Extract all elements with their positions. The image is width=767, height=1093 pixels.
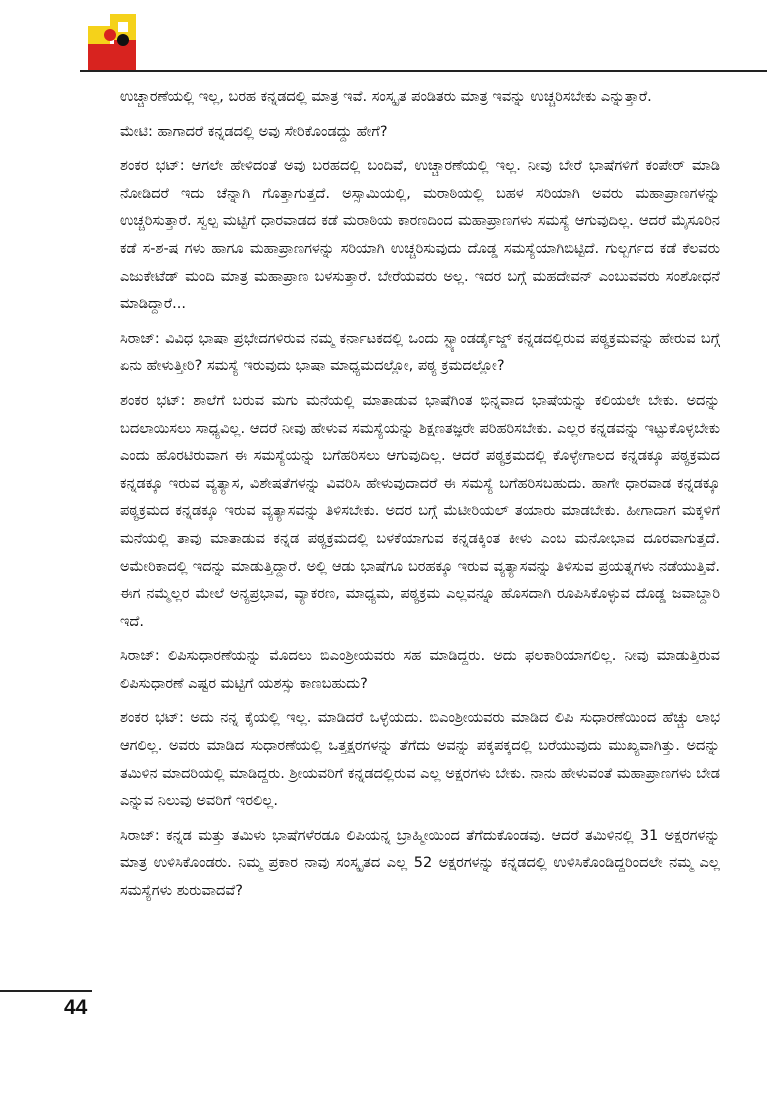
paragraph: ಶಂಕರ ಭಟ್: ಶಾಲೆಗೆ ಬರುವ ಮಗು ಮನೆಯಲ್ಲಿ ಮಾತಾಡುವ ಭಾಷೆಗಿಂತ ಭಿನ್ನವಾದ ಭಾಷೆಯನ್ನು ಕಲಿಯಲೇ ಬೇಕು. ಅದನ್ನು ಬದಲಾಯಿಸಲು ಸಾಧ್ಯವಿಲ್ಲ. ಆದರೆ ನೀವು ಹೇಳುವ ಸಮಸ್ಯೆಯನ್ನು ಶಿಕ್ಷಣತಜ್ಞರೇ ಪರಿಹರಿಸಬೇಕು. ಎಲ್ಲರ ಕನ್ನಡವನ್ನು ಇಟ್ಟುಕೊಳ್ಳಬೇಕು ಎಂದು ಹೊರಟಿರುವಾಗ ಈ ಸಮಸ್ಯೆಯನ್ನು ಬಗೆಹರಿಸಲು ಆಗುವುದಿಲ್ಲ. ಆದರೆ ಪಠ್ಯಕ್ರಮದಲ್ಲಿ ಕೊಳ್ಳೇಗಾಲದ ಕನ್ನಡಕ್ಕೂ ಪಠ್ಯಕ್ರಮದ ಕನ್ನಡಕ್ಕೂ ಇರುವ ವ್ಯತ್ಯಾಸ, ವಿಶೇಷತೆಗಳನ್ನು ವಿವರಿಸಿ ಹೇಳುವುದಾದರೆ ಈ ಸಮಸ್ಯೆ ಬಗೆಹರಿಸಬಹುದು. ಹಾಗೇ ಧಾರವಾಡ ಕನ್ನಡಕ್ಕೂ ಪಠ್ಯಕ್ರಮದ ಕನ್ನಡಕ್ಕೂ ಇರುವ ವ್ಯತ್ಯಾಸವನ್ನು ತಿಳಿಸಬೇಕು. ಅದರ ಬಗ್ಗೆ ಮೆಟೀರಿಯಲ್ ತಯಾರು ಮಾಡಬೇಕು. ಹೀಗಾದಾಗ ಮಕ್ಕಳಿಗೆ ಮನೆಯಲ್ಲಿ ತಾವು ಮಾತಾಡುವ ಕನ್ನಡ ಪಠ್ಯಕ್ರಮದಲ್ಲಿ ಬಳಕೆಯಾಗುವ ಕನ್ನಡಕ್ಕಿಂತ ಕೀಳು ಎಂಬ ಮನೋಭಾವ ದೂರವಾಗುತ್ತದೆ. ಅಮೇರಿಕಾದಲ್ಲಿ ಇದನ್ನು ಮಾಡುತ್ತಿದ್ದಾರೆ. ಅಲ್ಲಿ ಆಡು ಭಾಷೆಗೂ ಬರಹಕ್ಕೂ ಇರುವ ವ್ಯತ್ಯಾಸವನ್ನು ತಿಳಿಸುವ ಪ್ರಯತ್ನಗಳು ನಡೆಯುತ್ತಿವೆ. ಈಗ ನಮ್ಮೆಲ್ಲರ ಮೇಲೆ ಅನ್ಯಪ್ರಭಾವ, ವ್ಯಾಕರಣ, ಮಾಧ್ಯಮ, ಪಠ್ಯಕ್ರಮ ಎಲ್ಲವನ್ನೂ ಹೊಸದಾಗಿ ರೂಪಿಸಿಕೊಳ್ಳುವ ದೊಡ್ಡ ಜವಾಬ್ದಾರಿ ಇದೆ.	[120, 392, 720, 630]
article-body	[120, 84, 720, 913]
page-number: 44	[64, 996, 88, 1019]
header-rule	[80, 70, 767, 72]
puzzle-piece-icon	[88, 14, 136, 70]
paragraph: ಶಂಕರ ಭಟ್: ಆಗಲೇ ಹೇಳಿದಂತೆ ಅವು ಬರಹದಲ್ಲಿ ಬಂದಿವೆ, ಉಚ್ಚಾರಣೆಯಲ್ಲಿ ಇಲ್ಲ. ನೀವು ಬೇರೆ ಭಾಷೆಗಳಿಗೆ ಕಂಪೇರ್ ಮಾಡಿ ನೋಡಿದರೆ ಇದು ಚೆನ್ನಾಗಿ ಗೊತ್ತಾಗುತ್ತದೆ. ಅಸ್ಸಾಮಿಯಲ್ಲಿ, ಮರಾಠಿಯಲ್ಲಿ ಬಹಳ ಸರಿಯಾಗಿ ಅವರು ಮಹಾಪ್ರಾಣಗಳನ್ನು ಉಚ್ಚರಿಸುತ್ತಾರೆ. ಸ್ವಲ್ಪ ಮಟ್ಟಿಗೆ ಧಾರವಾಡದ ಕಡೆ ಮರಾಠಿಯ ಕಾರಣದಿಂದ ಮಹಾಪ್ರಾಣಗಳು ಸಮಸ್ಯೆ ಆಗುವುದಿಲ್ಲ. ಆದರೆ ಮೈಸೂರಿನ ಕಡೆ ಸ-ಶ-ಷ ಗಳು ಹಾಗೂ ಮಹಾಪ್ರಾಣಗಳನ್ನು ಸರಿಯಾಗಿ ಉಚ್ಚರಿಸುವುದು ದೊಡ್ಡ ಸಮಸ್ಯೆಯಾಗಿಬಿಟ್ಟಿದೆ. ಗುಲ್ಬರ್ಗದ ಕಡೆ ಕೆಲವರು ಎಜುಕೇಟೆಡ್ ಮಂದಿ ಮಾತ್ರ ಮಹಾಪ್ರಾಣ ಬಳಸುತ್ತಾರೆ. ಬೇರೆಯವರು ಅಲ್ಲ. ಇದರ ಬಗ್ಗೆ ಮಹದೇವನ್ ಎಂಬುವವರು ಸಂಶೋಧನೆ ಮಾಡಿದ್ದಾರೆ...	[120, 158, 720, 313]
paragraph: ಉಚ್ಚಾರಣೆಯಲ್ಲಿ ಇಲ್ಲ, ಬರಹ ಕನ್ನಡದಲ್ಲಿ ಮಾತ್ರ ಇವೆ. ಸಂಸ್ಕೃತ ಪಂಡಿತರು ಮಾತ್ರ ಇವನ್ನು ಉಚ್ಚರಿಸಬೇಕು ಎನ್ನುತ್ತಾರೆ.	[120, 89, 652, 105]
paragraph: ಮೇಟಿ: ಹಾಗಾದರೆ ಕನ್ನಡದಲ್ಲಿ ಅವು ಸೇರಿಕೊಂಡದ್ದು ಹೇಗೆ?	[120, 123, 388, 140]
paragraph: ಶಂಕರ ಭಟ್: ಅದು ನನ್ನ ಕೈಯಲ್ಲಿ ಇಲ್ಲ. ಮಾಡಿದರೆ ಒಳ್ಳೆಯದು. ಬಿಎಂಶ್ರೀಯವರು ಮಾಡಿದ ಲಿಪಿ ಸುಧಾರಣೆಯಿಂದ ಹೆಚ್ಚು ಲಾಭ ಆಗಲಿಲ್ಲ. ಅವರು ಮಾಡಿದ ಸುಧಾರಣೆಯಲ್ಲಿ ಒತ್ತಕ್ಷರಗಳನ್ನು ತೆಗೆದು ಅವನ್ನು ಪಕ್ಕಪಕ್ಕದಲ್ಲಿ ಬರೆಯುವುದು ಮುಖ್ಯವಾಗಿತ್ತು. ಅದನ್ನು ತಮಿಳಿನ ಮಾದರಿಯಲ್ಲಿ ಮಾಡಿದ್ದರು. ಶ್ರೀಯವರಿಗೆ ಕನ್ನಡದಲ್ಲಿರುವ ಎಲ್ಲ ಅಕ್ಷರಗಳು ಬೇಕು. ನಾನು ಹೇಳುವಂತೆ ಮಹಾಪ್ರಾಣಗಳು ಬೇಡ ಎನ್ನುವ ನಿಲುವು ಅವರಿಗೆ ಇರಲಿಲ್ಲ.	[120, 710, 720, 810]
footer-rule	[0, 990, 92, 992]
paragraph: ಸಿರಾಜ್: ಕನ್ನಡ ಮತ್ತು ತಮಿಳು ಭಾಷೆಗಳೆರಡೂ ಲಿಪಿಯನ್ನ ಬ್ರಾಹ್ಮೀಯಿಂದ ತೆಗೆದುಕೊಂಡವು. ಆದರೆ ತಮಿಳಿನಲ್ಲಿ 31 ಅಕ್ಷರಗಳನ್ನು ಮಾತ್ರ ಉಳಿಸಿಕೊಂಡರು. ನಿಮ್ಮ ಪ್ರಕಾರ ನಾವು ಸಂಸ್ಕೃತದ ಎಲ್ಲ 52 ಅಕ್ಷರಗಳನ್ನು ಕನ್ನಡದಲ್ಲಿ ಉಳಿಸಿಕೊಂಡಿದ್ದರಿಂದಲೇ ನಮ್ಮ ಎಲ್ಲ ಸಮಸ್ಯೆಗಳು ಶುರುವಾದವೆ?	[120, 827, 720, 900]
paragraph: ಸಿರಾಜ್: ಲಿಪಿಸುಧಾರಣೆಯನ್ನು ಮೊದಲು ಬಿಎಂಶ್ರೀಯವರು ಸಹ ಮಾಡಿದ್ದರು. ಅದು ಫಲಕಾರಿಯಾಗಲಿಲ್ಲ. ನೀವು ಮಾಡುತ್ತಿರುವ ಲಿಪಿಸುಧಾರಣೆ ಎಷ್ಟರ ಮಟ್ಟಿಗೆ ಯಶಸ್ಸು ಕಾಣಬಹುದು?	[120, 648, 720, 692]
paragraph: ಸಿರಾಜ್: ವಿವಿಧ ಭಾಷಾ ಪ್ರಭೇದಗಳಿರುವ ನಮ್ಮ ಕರ್ನಾಟಕದಲ್ಲಿ ಒಂದು ಸ್ಟ್ಯಾಂಡರ್ಡೈಜ್ಡ್ ಕನ್ನಡದಲ್ಲಿರುವ ಪಠ್ಯಕ್ರಮವನ್ನು ಹೇರುವ ಬಗ್ಗೆ ಏನು ಹೇಳುತ್ತೀರಿ? ಸಮಸ್ಯೆ ಇರುವುದು ಭಾಷಾ ಮಾಧ್ಯಮದಲ್ಲೋ, ಪಠ್ಯ ಕ್ರಮದಲ್ಲೋ?	[120, 330, 720, 375]
